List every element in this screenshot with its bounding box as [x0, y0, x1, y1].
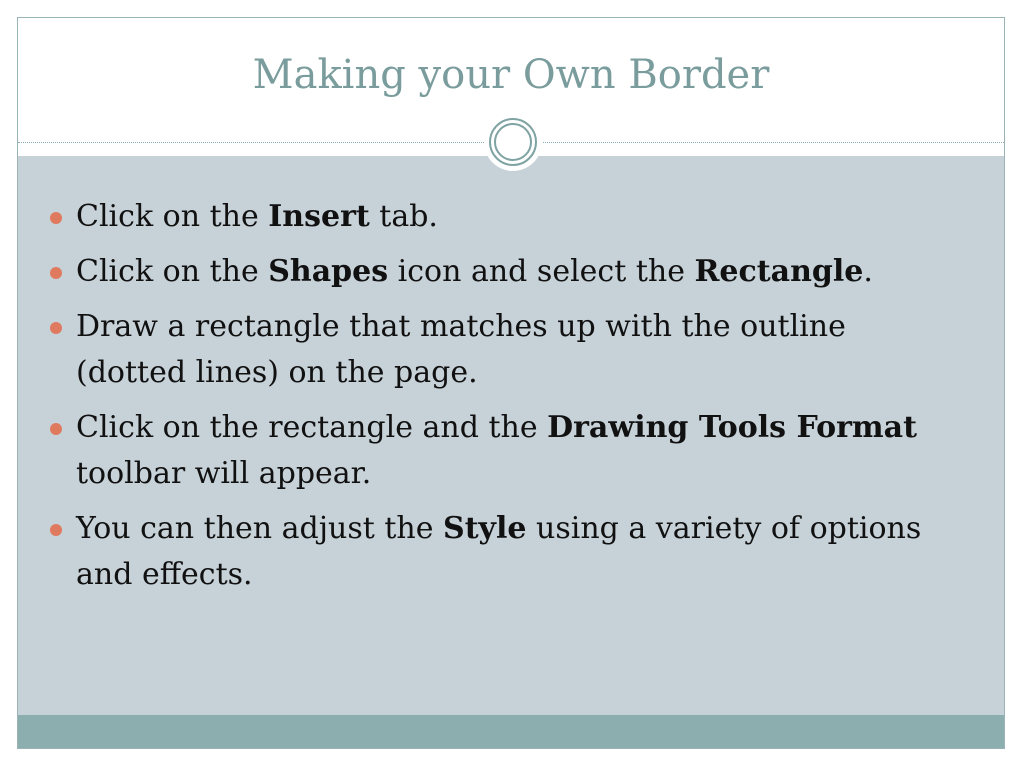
bullet-icon: [50, 267, 62, 279]
bullet-icon: [50, 212, 62, 224]
bullet-item-adjust-style: [48, 506, 928, 598]
footer-bar: [18, 715, 1004, 748]
slide-frame: [17, 17, 1005, 749]
bullet-text: Click on the rectangle and the: [76, 410, 548, 445]
bullet-item-shapes-icon: [48, 249, 928, 295]
bullet-text: You can then adjust the: [76, 511, 444, 546]
bullet-text: icon and select the: [388, 254, 695, 289]
bullet-list: [48, 194, 928, 607]
bullet-icon: [50, 524, 62, 536]
bullet-text: using a variety of options and effects.: [76, 511, 922, 592]
bullet-bold-text: Style: [443, 511, 527, 546]
bullet-icon: [50, 322, 62, 334]
bullet-item-drawing-tools: [48, 405, 928, 497]
ornament-ring-inner: [494, 123, 532, 161]
bullet-text: .: [863, 254, 873, 289]
bullet-text: Click on the: [76, 254, 269, 289]
bullet-bold-text: Shapes: [268, 254, 389, 289]
bullet-text: toolbar will appear.: [76, 456, 372, 491]
bullet-text: Click on the: [76, 199, 269, 234]
ornament-ring-outer: [489, 118, 537, 166]
bullet-bold-text: Insert: [268, 199, 370, 234]
bullet-item-draw-rectangle: [48, 304, 928, 396]
bullet-bold-text: Drawing Tools Format: [547, 410, 917, 445]
bullet-bold-text: Rectangle: [694, 254, 864, 289]
bullet-text: Draw a rectangle that matches up with the outline (dotted lines) on the page.: [76, 309, 846, 390]
bullet-text: tab.: [369, 199, 438, 234]
bullet-icon: [50, 423, 62, 435]
divider-circle-ornament: [484, 113, 542, 171]
bullet-item-insert-tab: [48, 194, 928, 240]
slide-title: Making your Own Border: [252, 52, 770, 98]
